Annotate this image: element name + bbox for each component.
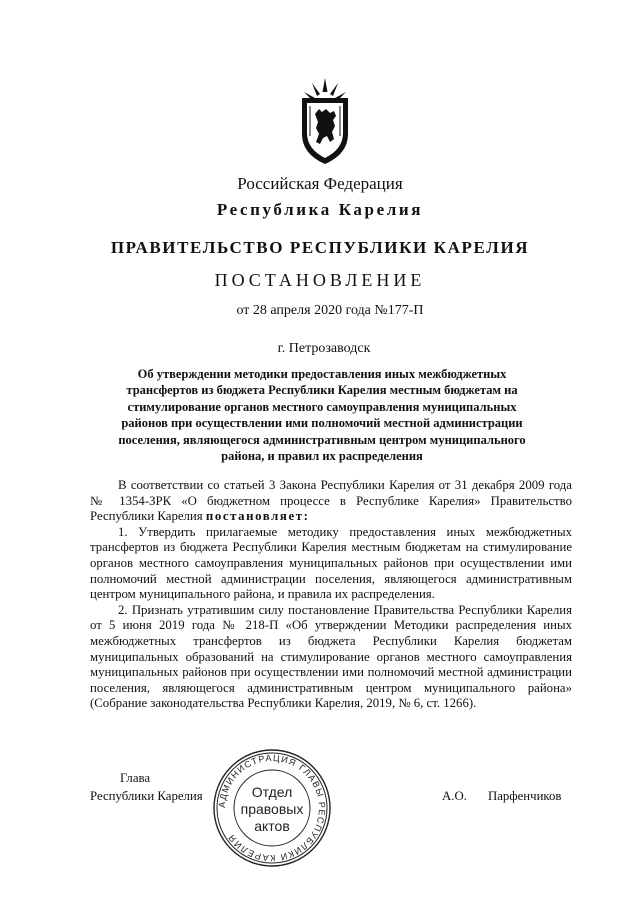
stamp-center-line: правовых <box>240 801 304 817</box>
government-name: ПРАВИТЕЛЬСТВО РЕСПУБЛИКИ КАРЕЛИЯ <box>110 238 530 257</box>
preamble-text: В соответствии со статьей 3 Закона Республики Карелия от 31 декабря 2009 года № 1354-ЗРК «О бюджетном процессе в Республике Карелия» Правительство Республики Карелия <box>90 478 572 524</box>
signatory-surname: Парфенчиков <box>488 789 562 803</box>
official-stamp <box>210 746 334 870</box>
document-city: г. Петрозаводск <box>277 341 371 356</box>
document-date-number: от 28 апреля 2020 года №177-П <box>236 303 424 318</box>
country-name: Российская Федерация <box>237 174 403 193</box>
title-line: района, и правил их распределения <box>221 449 423 464</box>
title-line: стимулирование органов местного самоуправления муниципальных <box>127 399 517 414</box>
item-1-paragraph: 1. Утвердить прилагаемые методику предоставления иных межбюджетных трансфертов из бюджета Республики Карелия местным бюджетам на стимулирование органов местного самоуправления муниципальных районов при осуществлении ими полномочий местной администрации поселения, являющегося административным центром муниципального района, и правила их распределения. <box>90 524 572 602</box>
stamp-center-line: Отдел <box>251 784 293 800</box>
stamp-center-line: актов <box>254 818 290 834</box>
signatory-position: Глава <box>120 771 151 785</box>
title-line: поселения, являющегося административным центром муниципального <box>118 432 526 447</box>
signatory-initials: А.О. <box>442 789 467 803</box>
document-title <box>112 366 532 464</box>
stamp-ring-text: АДМИНИСТРАЦИЯ ГЛАВЫ РЕСПУБЛИКИ КАРЕЛИЯ <box>216 752 328 864</box>
preamble-paragraph <box>90 478 572 525</box>
republic-name: Республика Карелия <box>216 200 424 219</box>
signatory-organization: Республики Карелия <box>90 789 203 803</box>
document-type: ПОСТАНОВЛЕНИЕ <box>214 270 426 290</box>
title-line: трансфертов из бюджета Республики Карелия местным бюджетам на <box>126 383 518 398</box>
title-line: Об утверждении методики предоставления иных межбюджетных <box>137 367 507 381</box>
coat-of-arms-icon <box>296 76 354 166</box>
title-line: районов при осуществлении ими полномочий местной администрации <box>121 416 523 431</box>
document-body <box>90 478 572 712</box>
decrees-word: постановляет: <box>205 509 310 524</box>
item-2-paragraph: 2. Признать утратившим силу постановление Правительства Республики Карелия от 5 июня 2019 года № 218-П «Об утверждении Методики распределения иных межбюджетных трансфертов из бюджета Республики Карелия бюджетам муниципальных образований на стимулирование органов местного самоуправления муниципальных районов при осуществлении ими полномочий местной администрации поселения, являющегося административным центром муниципального района» (Собрание законодательства Республики Карелия, 2019, № 6, ст. 1266). <box>90 602 572 711</box>
